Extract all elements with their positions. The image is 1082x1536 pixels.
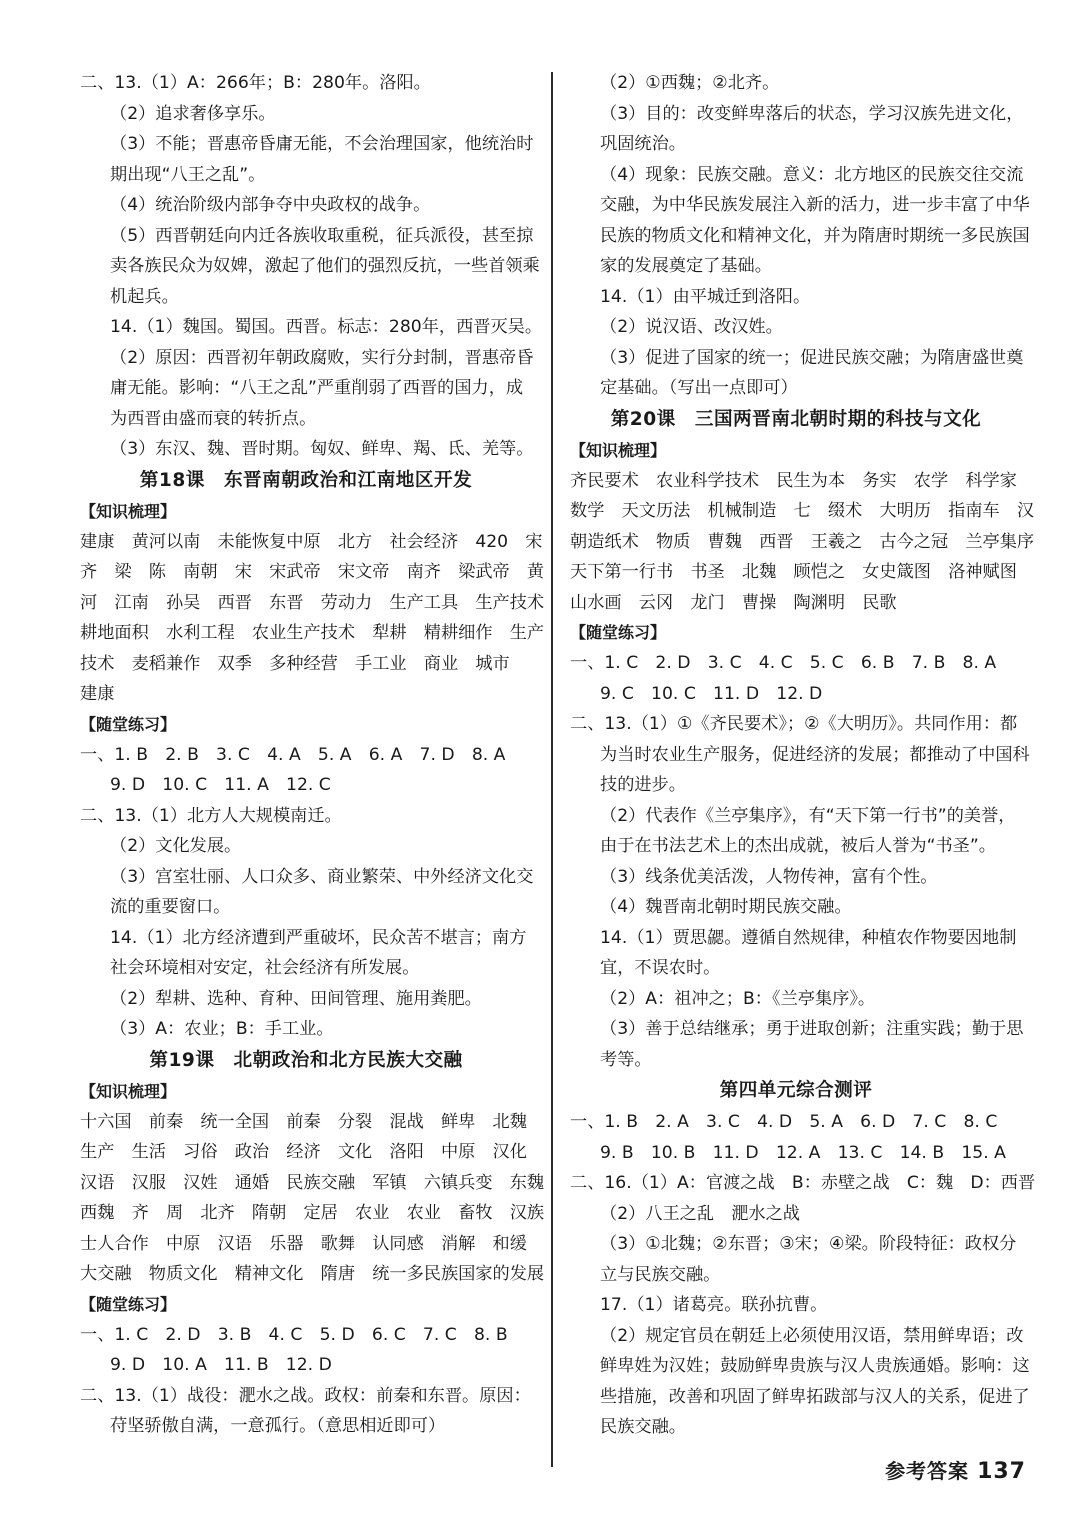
- answer-line: 一、1. C 2. D 3. B 4. C 5. D 6. C 7. C 8. B: [80, 1324, 508, 1345]
- section-label: 【随堂练习】: [80, 1294, 177, 1314]
- answer-line: 14.（1）魏国。蜀国。西晋。标志：280年，西晋灭吴。: [110, 317, 543, 337]
- answer-line: （5）西晋朝廷向内迁各族收取重税，征兵派役，甚至掠: [110, 225, 534, 246]
- answer-line: （3）善于总结继承；勇于进取创新；注重实践；勤于思: [600, 1019, 1024, 1039]
- answer-line: 鲜卑姓为汉姓；鼓励鲜卑贵族与汉人贵族通婚。影响：这: [600, 1356, 1030, 1376]
- answer-line: 由于在书法艺术上的杰出成就，被后人誉为“书圣”。: [600, 836, 996, 856]
- keyword-line: 天下第一行书 书圣 北魏 顾恺之 女史箴图 洛神赋图: [570, 562, 1017, 582]
- answer-line: 交融，为中华民族发展注入新的活力，进一步丰富了中华: [600, 195, 1030, 215]
- answer-line: 技的进步。: [600, 775, 686, 795]
- answer-line: 14.（1）北方经济遭到严重破坏，民众苦不堪言；南方: [110, 927, 527, 948]
- answer-line: 期出现“八王之乱”。: [110, 164, 266, 185]
- answer-line: 9. D 10. C 11. A 12. C: [110, 775, 331, 795]
- section-label: 【知识梳理】: [80, 1081, 177, 1101]
- answer-line: 考等。: [600, 1049, 652, 1070]
- answer-line: 立与民族交融。: [600, 1264, 721, 1285]
- answer-line: （3）①北魏；②东晋；③宋；④梁。阶段特征：政权分: [600, 1234, 1017, 1254]
- keyword-line: 齐 梁 陈 南朝 宋 宋武帝 宋文帝 南齐 梁武帝 黄: [80, 562, 545, 582]
- answer-line: 机起兵。: [110, 286, 179, 307]
- footer-label: 参考答案: [885, 1459, 970, 1483]
- answer-line: （3）不能；晋惠帝昏庸无能，不会治理国家，他统治时: [110, 134, 534, 154]
- column-divider: [551, 72, 553, 1467]
- section-label: 【随堂练习】: [80, 714, 177, 734]
- answer-line: （2）A：祖冲之；B：《兰亭集序》。: [600, 988, 876, 1009]
- answer-line: （3）宫室壮丽、人口众多、商业繁荣、中外经济文化交: [110, 866, 534, 887]
- keyword-line: 汉语 汉服 汉姓 通婚 民族交融 军镇 六镇兵变 东魏: [80, 1172, 545, 1193]
- answer-line: （2）原因：西晋初年朝政腐败，实行分封制，晋惠帝昏: [110, 347, 534, 368]
- answer-line: 9. C 10. C 11. D 12. D: [600, 683, 823, 704]
- left-column: [80, 68, 545, 1442]
- keyword-line: 数学 天文历法 机械制造 七 缀术 大明历 指南车 汉: [570, 501, 1035, 521]
- keyword-line: 山水画 云冈 龙门 曹操 陶渊明 民歌: [570, 592, 897, 613]
- answer-line: 一、1. B 2. B 3. C 4. A 5. A 6. A 7. D 8. A: [80, 744, 506, 765]
- section-label: 【知识梳理】: [570, 440, 667, 460]
- answer-line: 苻坚骄傲自满，一意孤行。（意思相近即可）: [110, 1416, 446, 1436]
- answer-line: （2）追求奢侈享乐。: [110, 103, 276, 124]
- answer-line: 民族的物质文化和精神文化，并为隋唐时期统一多民族国: [600, 225, 1030, 246]
- answer-line: 一、1. B 2. A 3. C 4. D 5. A 6. D 7. C 8. C: [570, 1112, 998, 1132]
- lesson-heading: 第四单元综合测评: [719, 1080, 873, 1101]
- keyword-line: 朝造纸术 物质 曹魏 西晋 王羲之 古今之冠 兰亭集序: [570, 531, 1035, 552]
- keyword-line: 大交融 物质文化 精神文化 隋唐 统一多民族国家的发展: [80, 1264, 545, 1284]
- answer-line: 民族交融。: [600, 1417, 686, 1437]
- answer-line: （4）魏晋南北朝时期民族交融。: [600, 897, 852, 917]
- answer-line: 9. D 10. A 11. B 12. D: [110, 1355, 332, 1375]
- page-number: 137: [977, 1459, 1026, 1484]
- answer-line: （4）现象：民族交融。意义：北方地区的民族交往交流: [600, 164, 1024, 185]
- answer-line: （3）A：农业；B：手工业。: [110, 1019, 334, 1039]
- keyword-line: 十六国 前秦 统一全国 前秦 分裂 混战 鲜卑 北魏: [80, 1111, 527, 1132]
- answer-line: 庸无能。影响：“八王之乱”严重削弱了西晋的国力，成: [110, 378, 524, 398]
- keyword-line: 建康 黄河以南 未能恢复中原 北方 社会经济 420 宋: [80, 531, 543, 552]
- answer-line: 14.（1）由平城迁到洛阳。: [600, 286, 811, 307]
- answer-line: 17.（1）诸葛亮。联孙抗曹。: [600, 1295, 828, 1315]
- answer-line: 9. B 10. B 11. D 12. A 13. C 14. B 15. A: [600, 1142, 1006, 1163]
- answer-line: （3）东汉、魏、晋时期。匈奴、鲜卑、羯、氐、羌等。: [110, 439, 534, 459]
- lesson-heading: 第20课 三国两晋南北朝时期的科技与文化: [610, 408, 982, 430]
- answer-line: 一、1. C 2. D 3. C 4. C 5. C 6. B 7. B 8. A: [570, 653, 997, 673]
- answer-line: 巩固统治。: [600, 134, 686, 154]
- answer-line: 二、13.（1）A：266年；B：280年。洛阳。: [80, 73, 431, 93]
- section-label: 【知识梳理】: [80, 501, 177, 521]
- answer-line: 14.（1）贾思勰。遵循自然规律，种植农作物要因地制: [600, 927, 1017, 948]
- keyword-line: 河 江南 孙吴 西晋 东晋 劳动力 生产工具 生产技术: [80, 592, 545, 613]
- section-label: 【随堂练习】: [570, 623, 667, 642]
- answer-line: （2）①西魏；②北齐。: [600, 73, 780, 93]
- keyword-line: 建康: [80, 684, 115, 704]
- keyword-line: 西魏 齐 周 北齐 隋朝 定居 农业 农业 畜牧 汉族: [80, 1203, 545, 1223]
- answer-line: 些措施，改善和巩固了鲜卑拓跋部与汉人的关系，促进了: [600, 1386, 1030, 1407]
- answer-line: 二、13.（1）北方人大规模南迁。: [80, 805, 342, 826]
- answer-line: （3）目的：改变鲜卑落后的状态，学习汉族先进文化，: [600, 103, 1024, 124]
- answer-line: （2）代表作《兰亭集序》，有“天下第一行书”的美誉，: [600, 805, 1016, 826]
- answer-line: 宜，不误农时。: [600, 958, 721, 978]
- answer-line: 卖各族民众为奴婢，激起了他们的强烈反抗，一些首领乘: [110, 256, 540, 276]
- answer-line: 二、13.（1）①《齐民要术》；②《大明历》。共同作用：都: [570, 714, 1018, 734]
- answer-line: 为当时农业生产服务，促进经济的发展；都推动了中国科: [600, 744, 1030, 765]
- answer-line: 二、13.（1）战役：淝水之战。政权：前秦和东晋。原因：: [80, 1385, 531, 1406]
- answer-line: （2）规定官员在朝廷上必须使用汉语，禁用鲜卑语；改: [600, 1325, 1024, 1346]
- answer-line: 家的发展奠定了基础。: [600, 256, 772, 276]
- answer-line: （2）犁耕、选种、育种、田间管理、施用粪肥。: [110, 988, 482, 1009]
- answer-line: 社会环境相对安定，社会经济有所发展。: [110, 958, 420, 978]
- keyword-line: 耕地面积 水利工程 农业生产技术 犁耕 精耕细作 生产: [80, 623, 545, 643]
- keyword-line: 生产 生活 习俗 政治 经济 文化 洛阳 中原 汉化: [80, 1142, 527, 1162]
- answer-line: （2）八王之乱 淝水之战: [600, 1203, 800, 1224]
- answer-line: （2）文化发展。: [110, 836, 242, 856]
- answer-line: 定基础。（写出一点即可）: [600, 378, 798, 398]
- keyword-line: 技术 麦稻兼作 双季 多种经营 手工业 商业 城市: [80, 653, 510, 674]
- answer-line: 流的重要窗口。: [110, 897, 231, 917]
- answer-line: （2）说汉语、改汉姓。: [600, 317, 783, 337]
- answer-line: （3）促进了国家的统一；促进民族交融；为隋唐盛世奠: [600, 347, 1024, 368]
- lesson-heading: 第18课 东晋南朝政治和江南地区开发: [139, 469, 473, 491]
- lesson-heading: 第19课 北朝政治和北方民族大交融: [149, 1049, 463, 1071]
- answer-line: 为西晋由盛而衰的转折点。: [110, 408, 317, 429]
- answer-line: 二、16.（1）A：官渡之战 B：赤壁之战 C：魏 D：西晋: [570, 1173, 1036, 1193]
- answer-line: （4）统治阶级内部争夺中央政权的战争。: [110, 195, 431, 215]
- right-column: [570, 68, 1036, 1443]
- watermark-logo: [876, 1460, 1076, 1530]
- answer-line: （3）线条优美活泼，人物传神，富有个性。: [600, 866, 938, 887]
- keyword-line: 士人合作 中原 汉语 乐器 歌舞 认同感 消解 和缓: [80, 1233, 527, 1254]
- keyword-line: 齐民要术 农业科学技术 民生为本 务实 农学 科学家: [570, 470, 1017, 491]
